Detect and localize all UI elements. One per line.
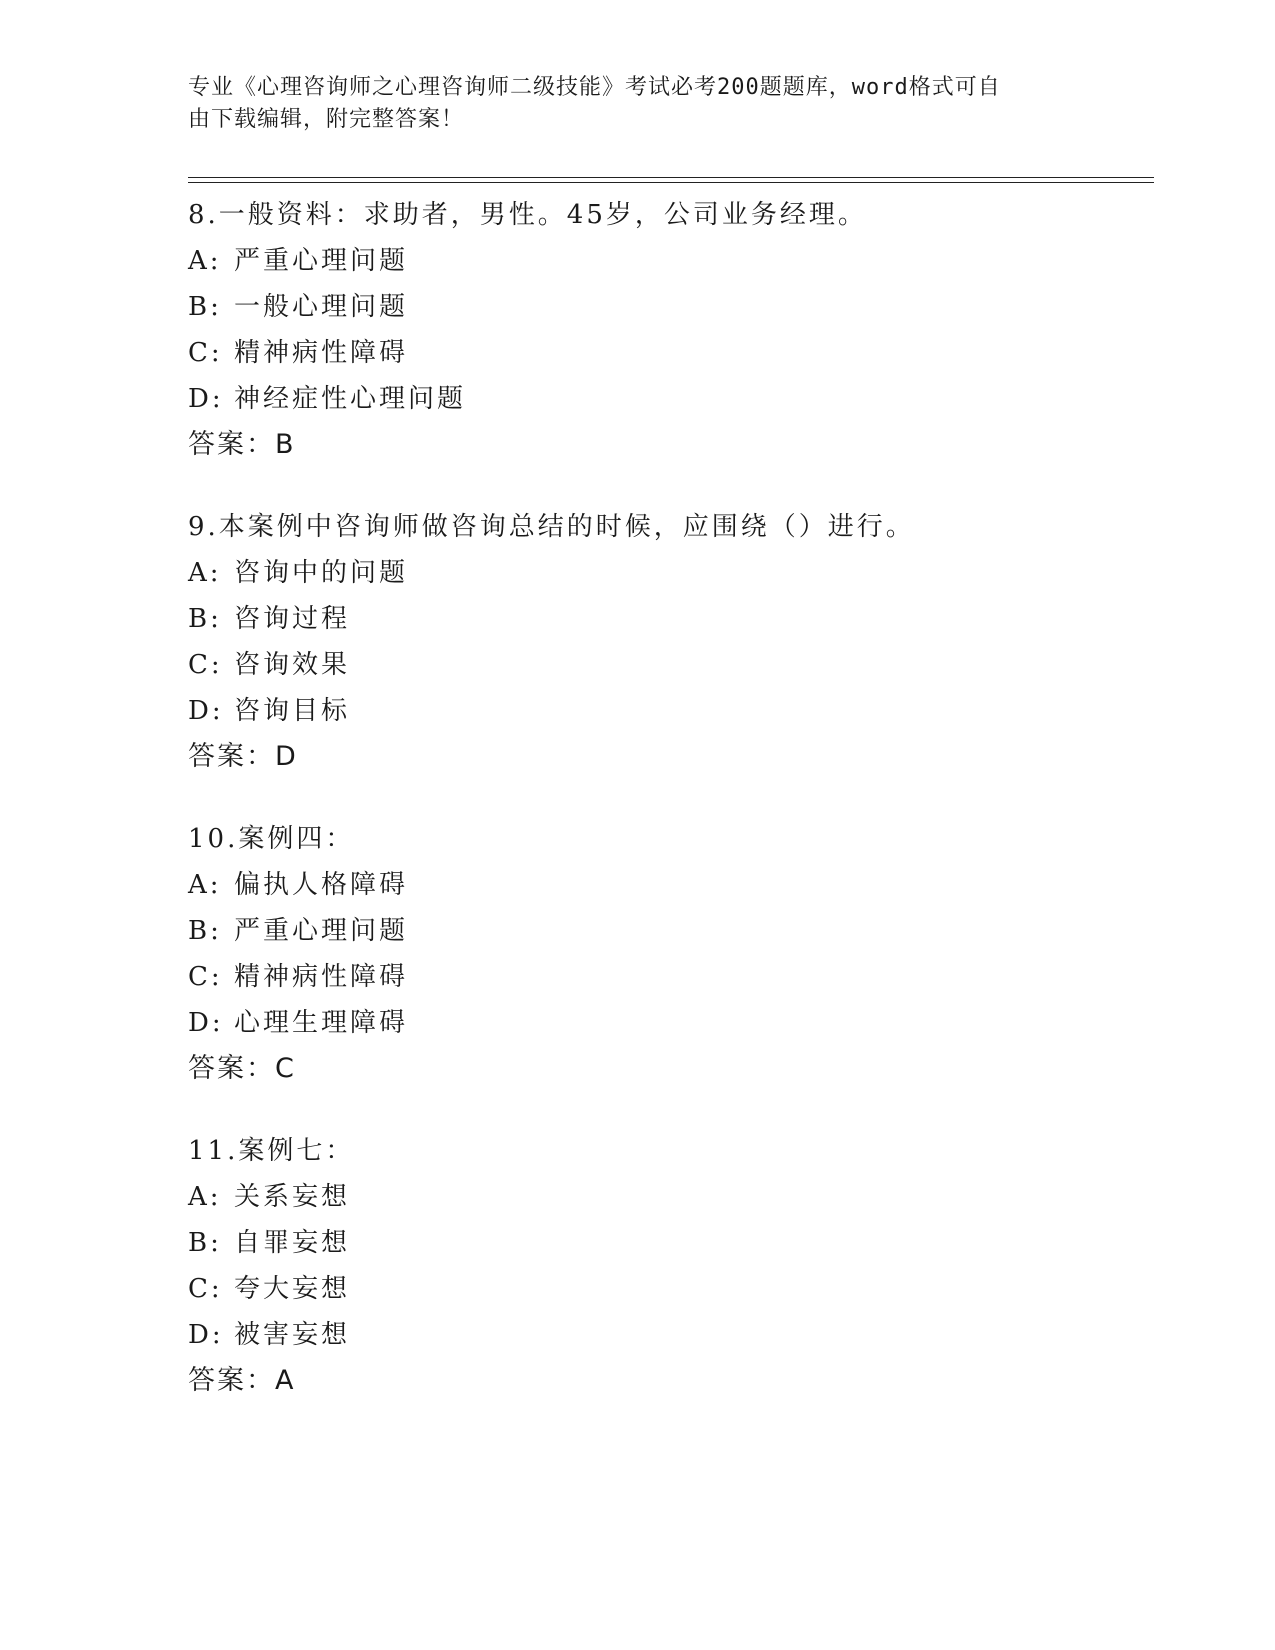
option-c xyxy=(188,330,1154,376)
option-letter: B: xyxy=(188,604,222,634)
option-b xyxy=(188,596,1154,642)
option-text: 咨询中的问题 xyxy=(234,558,409,588)
question-8 xyxy=(188,192,1154,468)
option-letter: B: xyxy=(188,292,222,322)
option-letter: D: xyxy=(188,1008,224,1038)
answer-line: 答案：B xyxy=(188,429,296,460)
header-divider-top xyxy=(188,177,1154,178)
option-letter: A: xyxy=(188,246,222,276)
question-stem: 8.一般资料：求助者，男性。45岁，公司业务经理。 xyxy=(188,200,867,230)
option-letter: D: xyxy=(188,384,224,414)
option-letter: C: xyxy=(188,962,223,992)
question-stem: 9.本案例中咨询师做咨询总结的时候，应围绕（）进行。 xyxy=(188,512,915,542)
option-text: 神经症性心理问题 xyxy=(234,384,467,414)
question-stem: 10.案例四： xyxy=(188,824,355,854)
option-text: 精神病性障碍 xyxy=(234,962,409,992)
answer-line: 答案：D xyxy=(188,741,298,772)
option-text: 自罪妄想 xyxy=(234,1228,351,1258)
question-list xyxy=(188,192,1154,1440)
option-text: 一般心理问题 xyxy=(234,292,409,322)
header-line-1: 专业《心理咨询师之心理咨询师二级技能》考试必考200题题库，word格式可自 xyxy=(188,75,1001,100)
option-text: 夸大妄想 xyxy=(234,1274,351,1304)
option-text: 精神病性障碍 xyxy=(234,338,409,368)
option-a xyxy=(188,238,1154,284)
option-d xyxy=(188,376,1154,422)
option-c xyxy=(188,954,1154,1000)
answer-line: 答案：C xyxy=(188,1053,296,1084)
option-letter: A: xyxy=(188,870,222,900)
option-b xyxy=(188,908,1154,954)
option-text: 严重心理问题 xyxy=(234,246,409,276)
option-text: 关系妄想 xyxy=(234,1182,351,1212)
option-letter: D: xyxy=(188,696,224,726)
option-text: 咨询过程 xyxy=(234,604,351,634)
option-letter: C: xyxy=(188,1274,223,1304)
question-11 xyxy=(188,1128,1154,1404)
header-divider-bottom xyxy=(188,182,1154,183)
option-a xyxy=(188,550,1154,596)
option-b xyxy=(188,1220,1154,1266)
question-9 xyxy=(188,504,1154,780)
option-c xyxy=(188,1266,1154,1312)
question-10 xyxy=(188,816,1154,1092)
option-text: 咨询目标 xyxy=(234,696,351,726)
option-d xyxy=(188,1312,1154,1358)
option-letter: C: xyxy=(188,650,223,680)
option-text: 偏执人格障碍 xyxy=(234,870,409,900)
option-d xyxy=(188,1000,1154,1046)
option-text: 咨询效果 xyxy=(234,650,351,680)
option-letter: B: xyxy=(188,916,222,946)
option-d xyxy=(188,688,1154,734)
option-letter: A: xyxy=(188,1182,222,1212)
question-stem: 11.案例七： xyxy=(188,1136,355,1166)
option-a xyxy=(188,862,1154,908)
option-b xyxy=(188,284,1154,330)
option-text: 严重心理问题 xyxy=(234,916,409,946)
option-a xyxy=(188,1174,1154,1220)
option-text: 心理生理障碍 xyxy=(234,1008,409,1038)
option-text: 被害妄想 xyxy=(234,1320,351,1350)
header-line-2: 由下载编辑，附完整答案！ xyxy=(188,107,465,132)
option-c xyxy=(188,642,1154,688)
option-letter: C: xyxy=(188,338,223,368)
option-letter: D: xyxy=(188,1320,224,1350)
document-header xyxy=(188,72,1068,136)
answer-line: 答案：A xyxy=(188,1365,296,1396)
option-letter: B: xyxy=(188,1228,222,1258)
option-letter: A: xyxy=(188,558,222,588)
